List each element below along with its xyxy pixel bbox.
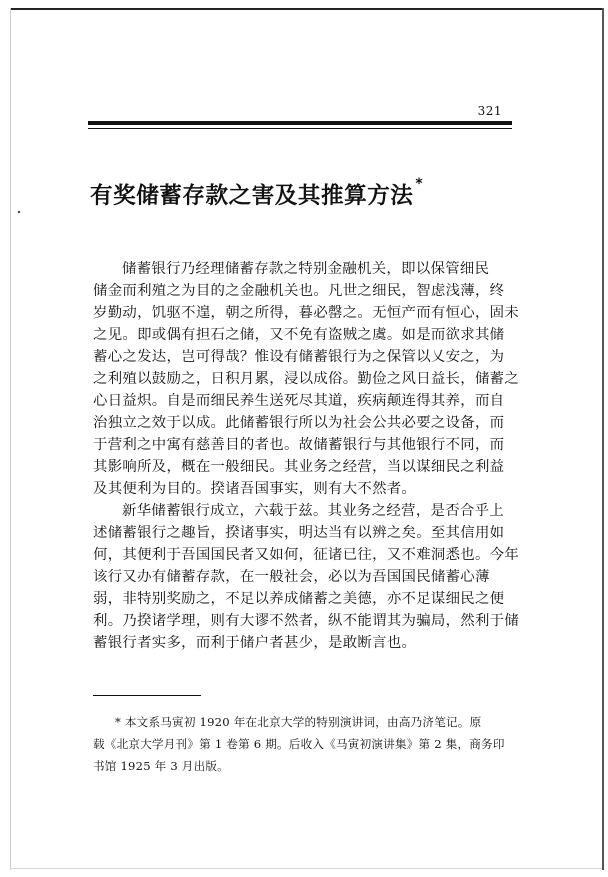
paragraph-line: 述储蓄银行之趣旨，揆诸事实，明达当有以辨之矣。至其信用如 [93,525,505,541]
scan-frame-left-edge [10,8,11,870]
footnote-line: 书馆 1925 年 3 月出版。 [93,759,229,773]
footnote-line: 载《北京大学月刊》第 1 卷第 6 期。后收入《马寅初演讲集》第 2 集，商务印 [93,737,505,751]
paragraph-line: 该行又办有储蓄存款，在一般社会，必以为吾国国民储蓄心薄 [93,569,490,585]
footnote-rule [93,695,201,696]
paragraph-line: 何，其便利于吾国国民者又如何，征诸已往，又不难洞悉也。今年 [93,547,520,563]
footnote-marker: * [415,176,424,192]
footnote-line: * 本文系马寅初 1920 年在北京大学的特别演讲词，由高乃济笔记。原 [115,715,482,729]
article-title-text: 有奖储蓄存款之害及其推算方法 [90,183,414,209]
scan-frame-bottom-edge [10,868,602,869]
paragraph-line: 蓄银行者实多，而利于储户者甚少，是敢断言也。 [93,635,417,651]
paragraph-line: 于营利之中寓有慈善目的者也。故储蓄银行与其他银行不同，而 [93,437,505,453]
paragraph-1 [93,258,520,500]
paragraph-line: 之见。即或偶有担石之储，又不免有盗贼之虞。如是而欲求其储 [93,327,505,343]
article-title [90,178,526,210]
page-number: 321 [477,104,502,118]
paragraph-line: 治独立之效于以成。此储蓄银行所以为社会公共必要之设备，而 [93,415,505,431]
scan-frame-right-edge [602,8,604,870]
paragraph-line: 储金而利殖之为目的之金融机关也。凡世之细民，智虑浅薄，终 [93,283,505,299]
paragraph-line: 弱，非特别奖励之，不足以养成储蓄之美德，亦不足谋细民之便 [93,591,505,607]
paragraph-line: 其影响所及，概在一般细民。其业务之经营，当以谋细民之利益 [93,459,505,475]
paragraph-line: 及其便利为目的。揆诸吾国事实，则有大不然者。 [93,481,417,497]
footnote [93,712,523,778]
paragraph-line: 岁勤动，饥驱不遑，朝之所得，暮必罄之。无恒产而有恒心，固未 [93,305,520,321]
paragraph-2 [93,500,520,654]
header-rule-thin [88,128,512,129]
paragraph-line: 储蓄银行乃经理储蓄存款之特别金融机关，即以保管细民 [122,261,490,277]
paragraph-line: 利。乃揆诸学理，则有大谬不然者，纵不能谓其为骗局，然利于储 [93,613,520,629]
paragraph-line: 之利殖以鼓励之，日积月累，浸以成俗。勤俭之风日益长，储蓄之 [93,371,520,387]
paragraph-line: 新华储蓄银行成立，六载于兹。其业务之经营，是否合乎上 [122,503,504,519]
paragraph-line: 蓄心之发达，岂可得哉？惟设有储蓄银行为之保管以乂安之，为 [93,349,505,365]
body-text [93,258,520,654]
header-rule-thick [88,121,512,125]
scan-frame-top-edge [10,8,602,10]
paragraph-line: 心日益炽。自是而细民养生送死尽其道，疾病颠连得其养，而自 [93,393,505,409]
scan-speck [18,211,21,214]
